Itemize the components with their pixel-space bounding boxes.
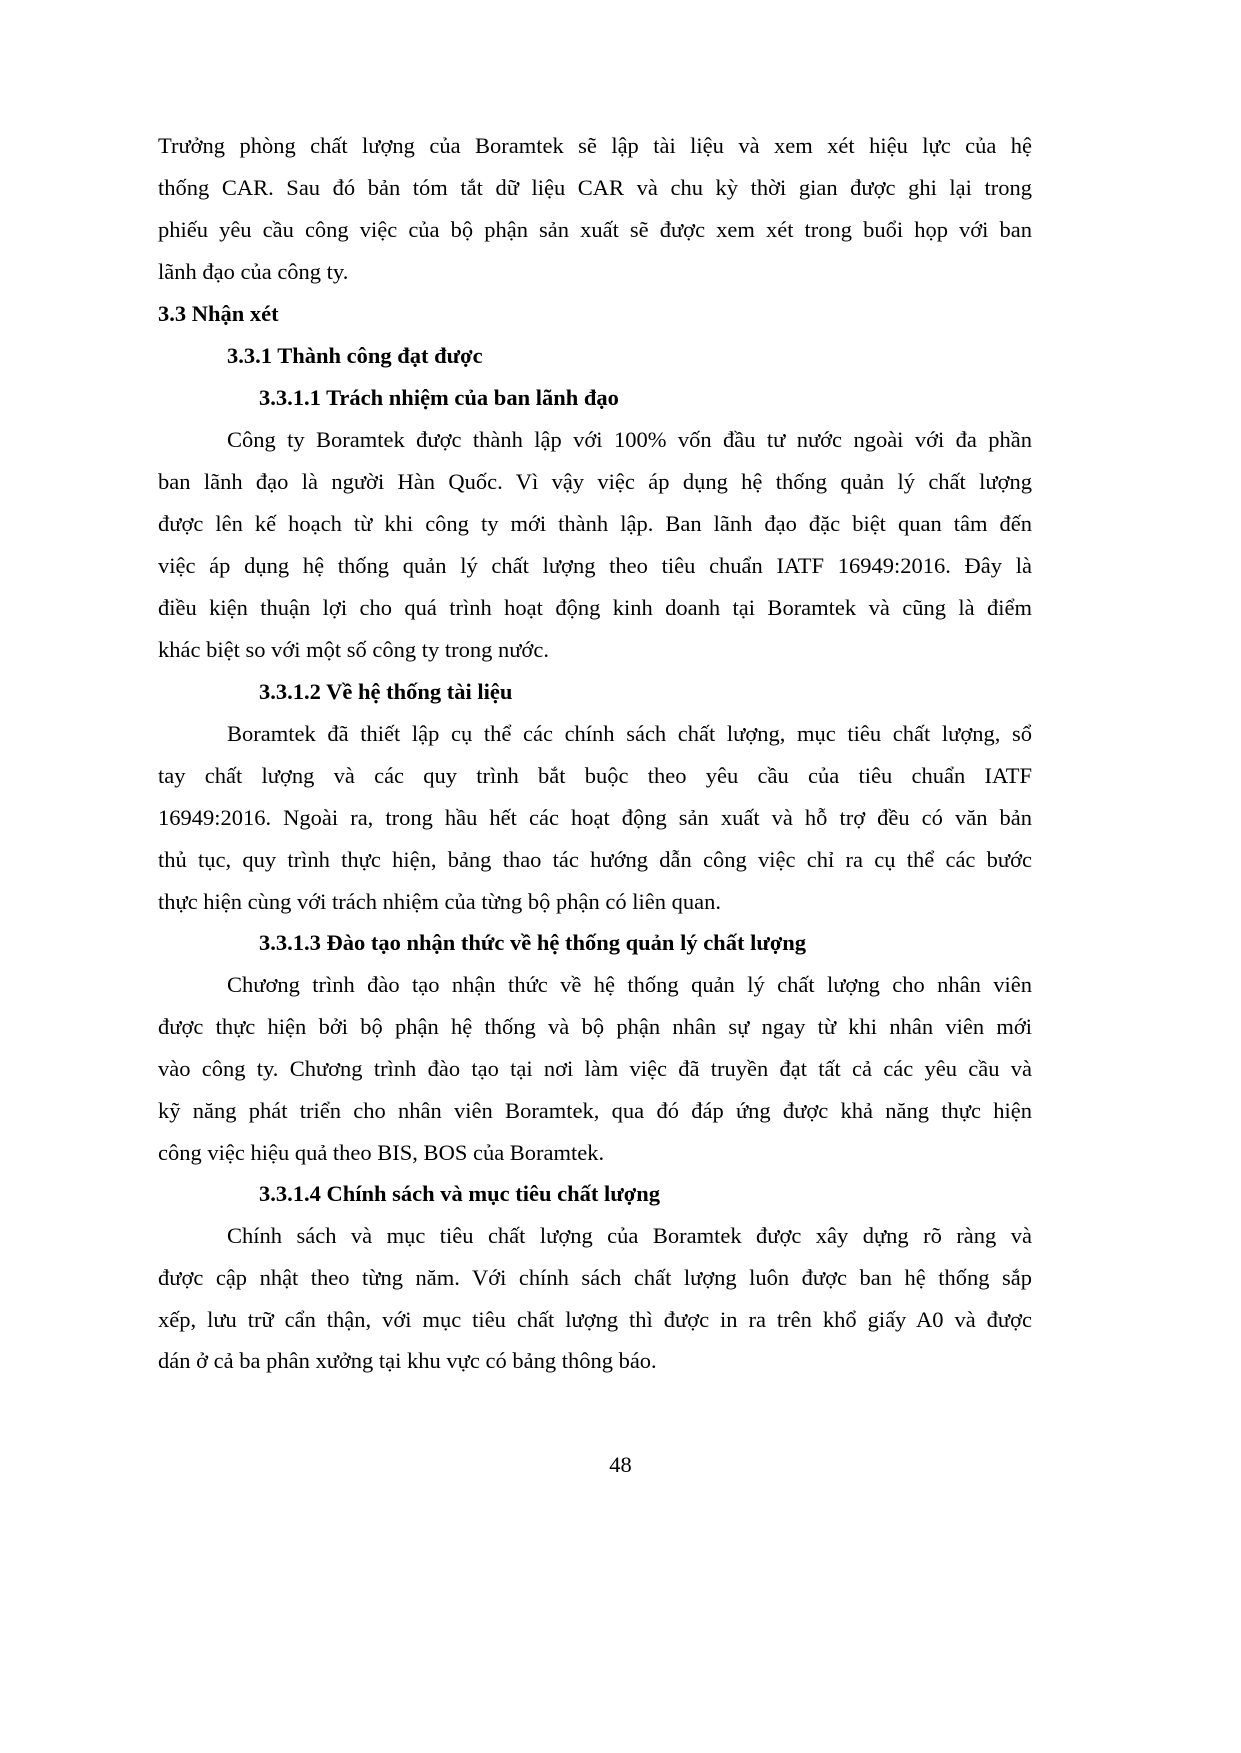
paragraph-line: công việc hiệu quả theo BIS, BOS của Boramtek.: [158, 1140, 605, 1165]
subsection-heading-3-3-1: 3.3.1 Thành công đạt được: [227, 343, 483, 368]
paragraph-line: được lên kế hoạch từ khi công ty mới thành lập. Ban lãnh đạo đặc biệt quan tâm đến: [158, 511, 1032, 536]
paragraph-line: thống CAR. Sau đó bản tóm tắt dữ liệu CAR và chu kỳ thời gian được ghi lại trong: [158, 175, 1032, 200]
paragraph-line: thủ tục, quy trình thực hiện, bảng thao tác hướng dẫn công việc chỉ ra cụ thể các bước: [158, 847, 1032, 872]
paragraph-line: phiếu yêu cầu công việc của bộ phận sản xuất sẽ được xem xét trong buổi họp với ban: [158, 217, 1032, 242]
paragraph-line: việc áp dụng hệ thống quản lý chất lượng theo tiêu chuẩn IATF 16949:2016. Đây là: [158, 553, 1032, 578]
section-heading-3-3: 3.3 Nhận xét: [158, 301, 279, 326]
item-heading-3-3-1-2: 3.3.1.2 Về hệ thống tài liệu: [259, 679, 513, 704]
paragraph-line: khác biệt so với một số công ty trong nước.: [158, 637, 549, 662]
paragraph-line: lãnh đạo của công ty.: [158, 259, 349, 284]
paragraph-line: được thực hiện bởi bộ phận hệ thống và bộ phận nhân sự ngay từ khi nhân viên mới: [158, 1014, 1032, 1039]
paragraph-line: xếp, lưu trữ cẩn thận, với mục tiêu chất lượng thì được in ra trên khổ giấy A0 và được: [158, 1307, 1032, 1332]
paragraph-line: dán ở cả ba phân xưởng tại khu vực có bảng thông báo.: [158, 1348, 657, 1373]
paragraph-line: 16949:2016. Ngoài ra, trong hầu hết các hoạt động sản xuất và hỗ trợ đều có văn bản: [158, 805, 1032, 830]
paragraph-line: tay chất lượng và các quy trình bắt buộc theo yêu cầu của tiêu chuẩn IATF: [158, 763, 1032, 788]
item-heading-3-3-1-1: 3.3.1.1 Trách nhiệm của ban lãnh đạo: [259, 385, 619, 410]
paragraph-line: ban lãnh đạo là người Hàn Quốc. Vì vậy việc áp dụng hệ thống quản lý chất lượng: [158, 469, 1032, 494]
item-heading-3-3-1-3: 3.3.1.3 Đào tạo nhận thức về hệ thống quản lý chất lượng: [259, 930, 807, 955]
paragraph-line: vào công ty. Chương trình đào tạo tại nơi làm việc đã truyền đạt tất cả các yêu cầu và: [158, 1056, 1032, 1081]
page-number: 48: [609, 1452, 632, 1477]
paragraph-line: thực hiện cùng với trách nhiệm của từng bộ phận có liên quan.: [158, 889, 722, 914]
paragraph-line: Trưởng phòng chất lượng của Boramtek sẽ lập tài liệu và xem xét hiệu lực của hệ: [158, 133, 1032, 158]
item-heading-3-3-1-4: 3.3.1.4 Chính sách và mục tiêu chất lượng: [259, 1181, 661, 1206]
paragraph-line: được cập nhật theo từng năm. Với chính sách chất lượng luôn được ban hệ thống sắp: [158, 1265, 1032, 1290]
paragraph-line: Chính sách và mục tiêu chất lượng của Boramtek được xây dựng rõ ràng và: [227, 1223, 1032, 1248]
paragraph-line: Boramtek đã thiết lập cụ thể các chính sách chất lượng, mục tiêu chất lượng, sổ: [227, 721, 1032, 746]
paragraph-line: Công ty Boramtek được thành lập với 100% vốn đầu tư nước ngoài với đa phần: [227, 427, 1032, 452]
paragraph-line: kỹ năng phát triển cho nhân viên Boramtek, qua đó đáp ứng được khả năng thực hiện: [158, 1098, 1032, 1123]
paragraph-line: điều kiện thuận lợi cho quá trình hoạt động kinh doanh tại Boramtek và cũng là điểm: [158, 595, 1032, 620]
paragraph-line: Chương trình đào tạo nhận thức về hệ thống quản lý chất lượng cho nhân viên: [227, 972, 1032, 997]
